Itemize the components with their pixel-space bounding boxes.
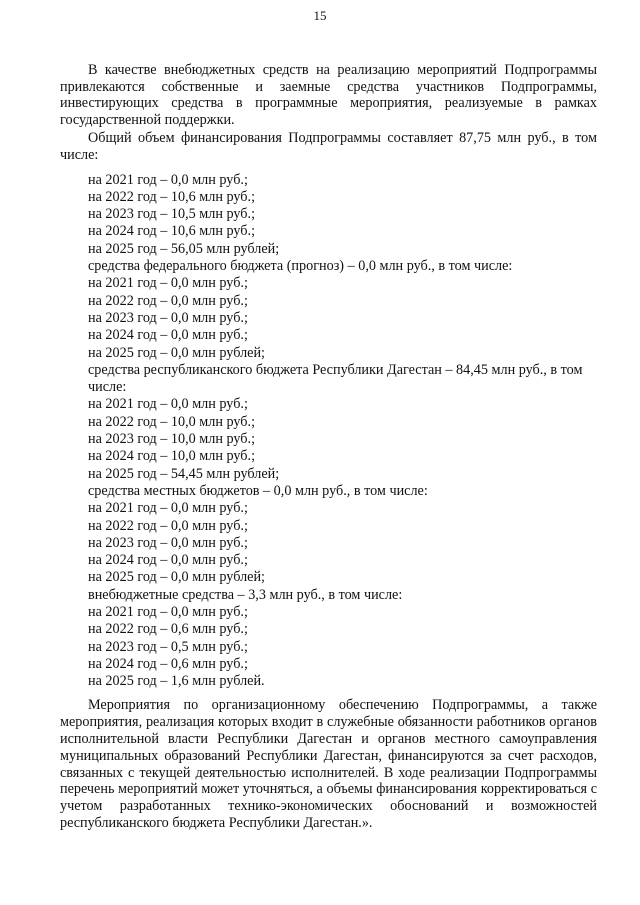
funding-line: на 2025 год – 1,6 млн рублей.	[88, 673, 265, 690]
funding-breakdown-list	[60, 172, 597, 691]
funding-line: на 2021 год – 0,0 млн руб.;	[88, 171, 248, 188]
page-number: 15	[313, 8, 327, 23]
funding-line: на 2022 год – 0,0 млн руб.;	[88, 517, 248, 534]
funding-line: внебюджетные средства – 3,3 млн руб., в том числе:	[88, 586, 403, 603]
funding-line: на 2022 год – 0,0 млн руб.;	[88, 292, 248, 309]
funding-line: на 2024 год – 10,0 млн руб.;	[88, 448, 256, 465]
funding-line: средства республиканского бюджета Республики Дагестан – 84,45 млн руб., в том числе:	[88, 361, 583, 396]
funding-line: на 2021 год – 0,0 млн руб.;	[88, 396, 248, 413]
paragraph-organizational-support: Мероприятия по организационному обеспечению Подпрограммы, а также мероприятия, реализация которых входит в служебные обязанности работников органов исполнительной власти Республики Дагестан и органов местного самоуправления муниципальных образований Республики Дагестан, финансируются за счет расходов, связанных с текущей деятельностью исполнителей. В ходе реализации Подпрограммы перечень мероприятий может уточняться, а объемы финансирования корректироваться с учетом разработанных технико-экономических обоснований и возможностей республиканского бюджета Республики Дагестан.».	[60, 697, 597, 832]
funding-line: на 2024 год – 0,6 млн руб.;	[88, 655, 248, 672]
paragraph-total-funding: Общий объем финансирования Подпрограммы составляет 87,75 млн руб., в том числе:	[60, 130, 597, 163]
funding-line: на 2024 год – 10,6 млн руб.;	[88, 223, 256, 240]
funding-line: на 2021 год – 0,0 млн руб.;	[88, 603, 248, 620]
funding-line: на 2022 год – 10,6 млн руб.;	[88, 188, 256, 205]
funding-line: средства федерального бюджета (прогноз) – 0,0 млн руб., в том числе:	[88, 258, 513, 275]
funding-line: средства местных бюджетов – 0,0 млн руб., в том числе:	[88, 482, 428, 499]
funding-line: на 2025 год – 0,0 млн рублей;	[88, 569, 265, 586]
funding-line: на 2024 год – 0,0 млн руб.;	[88, 327, 248, 344]
funding-line: на 2021 год – 0,0 млн руб.;	[88, 275, 248, 292]
document-body	[60, 62, 597, 832]
funding-line: на 2023 год – 0,0 млн руб.;	[88, 309, 248, 326]
funding-line: на 2023 год – 0,5 млн руб.;	[88, 638, 248, 655]
funding-line: на 2025 год – 54,45 млн рублей;	[88, 465, 280, 482]
funding-line: на 2025 год – 56,05 млн рублей;	[88, 240, 280, 257]
funding-line: на 2022 год – 0,6 млн руб.;	[88, 621, 248, 638]
funding-line: на 2023 год – 0,0 млн руб.;	[88, 534, 248, 551]
paragraph-extrabudgetary-sources: В качестве внебюджетных средств на реализацию мероприятий Подпрограммы привлекаются собственные и заемные средства участников Подпрограммы, инвестирующих средства в программные мероприятия, реализуемые в рамках государственной поддержки.	[60, 62, 597, 128]
funding-line: на 2025 год – 0,0 млн рублей;	[88, 344, 265, 361]
funding-line: на 2022 год – 10,0 млн руб.;	[88, 413, 256, 430]
funding-line: на 2023 год – 10,0 млн руб.;	[88, 431, 256, 448]
funding-line: на 2023 год – 10,5 млн руб.;	[88, 206, 256, 223]
funding-line: на 2024 год – 0,0 млн руб.;	[88, 552, 248, 569]
funding-line: на 2021 год – 0,0 млн руб.;	[88, 500, 248, 517]
